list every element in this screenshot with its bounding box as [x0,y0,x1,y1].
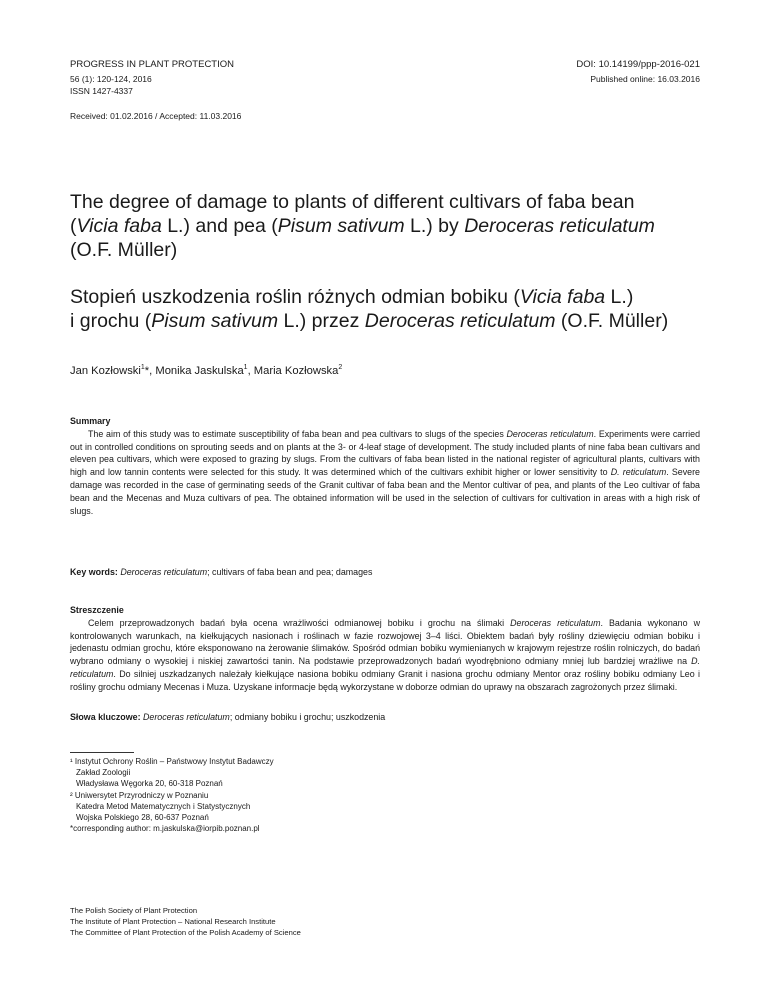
published-date: Published online: 16.03.2016 [590,74,700,84]
publisher-footer [70,905,301,938]
footer-line: The Polish Society of Plant Protection [70,906,198,915]
title-english: The degree of damage to plants of different cultivars of faba bean (Vicia faba L.) and pea (Pisum sativum L.) by Deroceras reticulatum (O.F. Müller) [70,191,655,261]
title-polish: Stopień uszkodzenia roślin różnych odmian bobiku (Vicia faba L.) i grochu (Pisum sativum L.) przez Deroceras reticulatum (O.F. Müller) [70,286,669,332]
streszczenie-heading: Streszczenie [70,605,124,615]
keywords: Key words: Deroceras reticulatum; cultivars of faba bean and pea; damages [70,567,373,577]
affiliation-line: Władysława Węgorka 20, 60-318 Poznań [76,779,223,789]
received-accepted: Received: 01.02.2016 / Accepted: 11.03.2016 [70,111,242,121]
journal-issn: ISSN 1427-4337 [70,86,133,96]
affiliation-line: Katedra Metod Matematycznych i Statystycznych [76,801,251,811]
journal-name: PROGRESS IN PLANT PROTECTION [70,59,234,70]
corresponding-author: *corresponding author: m.jaskulska@iorpib.poznan.pl [70,824,260,834]
summary [70,415,700,517]
affiliation-line: Zakład Zoologii [76,768,131,778]
footer-line: The Institute of Plant Protection – National Research Institute [70,917,276,926]
affiliation-line: ² Uniwersytet Przyrodniczy w Poznaniu [70,790,209,800]
affiliations [70,756,274,834]
affiliation-line: ¹ Instytut Ochrony Roślin – Państwowy Instytut Badawczy [70,757,274,766]
summary-text: The aim of this study was to estimate susceptibility of faba bean and pea cultivars to slugs of the species Deroceras reticulatum. Experiments were carried out in controlled conditions on sprouting seeds and on plants at the 3- or 4-leaf stage of development. The study included plants of nine faba bean cultivars and eleven pea cultivars, which were exposed to grazing by slugs. From the cultivars of faba bean listed in the national register of agricultural plants, cultivars with high and low tannin contents were selected for this study. It was determined which of the cultivars exhibit higher or lower sensitivity to D. reticulatum. Severe damage was recorded in the case of germinating seeds of the Granit cultivar of faba bean and the Mentor cultivar of pea, and plants of the Leo cultivar of faba bean and the Mecenas and Muza cultivars of pea. The obtained information will be used in the selection of cultivars for cultivation in areas with a high risk of slugs. [70,428,701,516]
streszczenie-text: Celem przeprowadzonych badań była ocena wrażliwości odmianowej bobiku i grochu na ślimaki Deroceras reticulatum. Badania wykonano w kontrolowanych warunkach, na kiełkujących nasionach i roślinach w fazie rozwojowej 3–4 liści. Obiektem badań były rośliny dziewięciu odmian bobiku i jedenastu odmian grochu, które eksponowano na żerowanie ślimaków. Spośród odmian bobiku wymienianych w krajowym rejestrze roślin rolniczych, do badań wybrano odmiany o wysokiej i niskiej zawartości tanin. Na podstawie przeprowadzonych badań wyodrębniono odmiany mniej lub bardziej wrażliwe na D. reticulatum. Do silniej uszkadzanych należały kiełkujące nasiona bobiku odmiany Granit i nasiona grochu odmiany Mentor oraz rośliny bobiku odmiany Leo i rośliny grochu odmiany Mecenas i Muza. Uzyskane informacje będą wykorzystane w doborze odmian do uprawy na obszarach zagrożonych przez ślimaki. [70,617,700,692]
summary-heading: Summary [70,416,111,426]
journal-volume: 56 (1): 120-124, 2016 [70,74,152,84]
footer-line: The Committee of Plant Protection of the Polish Academy of Science [70,928,301,937]
streszczenie [70,604,700,694]
keywords-polish: Słowa kluczowe: Deroceras reticulatum; odmiany bobiku i grochu; uszkodzenia [70,712,386,722]
doi: DOI: 10.14199/ppp-2016-021 [576,59,700,70]
authors: Jan Kozłowski$^1$*, Monika Jaskulska$^1$, Maria Kozłowska$^2$ [70,364,343,377]
footnote-divider [70,752,134,753]
affiliation-line: Wojska Polskiego 28, 60-637 Poznań [76,813,209,823]
